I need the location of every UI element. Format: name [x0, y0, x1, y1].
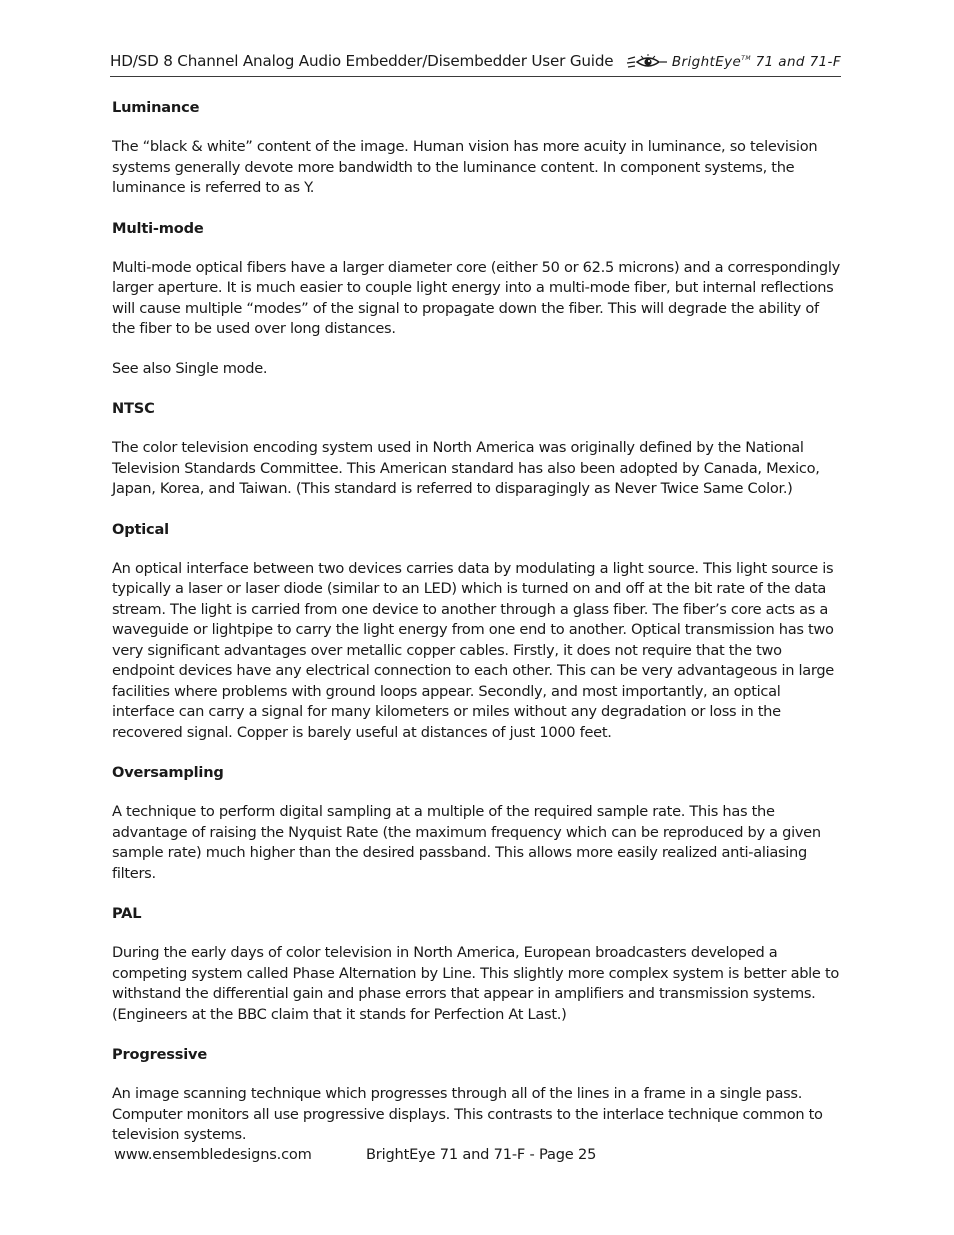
eye-logo-icon [626, 53, 668, 71]
glossary-definition: The color television encoding system used in North America was originally defined by the National Television Standards Committee. This American standard has also been adopted by Canada, Mexico, Japan, Korea, and Taiwan. (This standard is referred to disparagingly as Never Twice Same Color.) [112, 439, 820, 497]
glossary-definition: See also Single mode. [112, 359, 268, 377]
glossary-term: PAL [112, 905, 142, 922]
footer-website-link[interactable]: www.ensembledesigns.com [114, 1146, 312, 1163]
glossary-term: Progressive [112, 1046, 208, 1063]
glossary-content [112, 97, 840, 1165]
glossary-term: Optical [112, 520, 169, 538]
glossary-term: Luminance [112, 99, 200, 116]
glossary-definition: Multi-mode optical fibers have a larger diameter core (either 50 or 62.5 microns) and a correspondingly larger aperture. It is much easier to couple light energy into a multi-mode fiber, but internal reflections will cause multiple “modes” of the signal to propagate down the fiber. This will degrade the ability of the fiber to be used over long distances. [112, 258, 840, 337]
glossary-definition: The “black & white” content of the image. Human vision has more acuity in luminance, so television systems generally devote more bandwidth to the luminance content. In component systems, the luminance is referred to as Y. [112, 138, 818, 196]
glossary-term: Oversampling [112, 764, 224, 781]
brand-name: BrightEye™ 71 and 71-F [671, 54, 841, 70]
glossary-term: Multi-mode [112, 219, 204, 237]
glossary-definition: A technique to perform digital sampling at a multiple of the required sample rate. This has the advantage of raising the Nyquist Rate (the maximum frequency which can be reproduced by a given sample rate) much higher than the desired passband. This allows more easily realized anti-aliasing filters. [112, 803, 821, 882]
glossary-definition: An image scanning technique which progresses through all of the lines in a frame in a single pass. Computer monitors all use progressive displays. This contrasts to the interlace technique common to television systems. [112, 1085, 823, 1143]
brand-mark [626, 51, 841, 73]
glossary-definition: During the early days of color television in North America, European broadcasters developed a competing system called Phase Alternation by Line. This slightly more complex system is better able to withstand the differential gain and phase errors that appear in amplifiers and transmission systems. (Engineers at the BBC claim that it stands for Perfection At Last.) [112, 944, 840, 1023]
glossary-definition: An optical interface between two devices carries data by modulating a light source. This light source is typically a laser or laser diode (similar to an LED) which is turned on and off at the bit rate of the data stream. The light is carried from one device to another through a glass fiber. The fiber’s core acts as a waveguide or lightpipe to carry the light energy from one end to another. Optical transmission has two very significant advantages over metallic copper cables. Firstly, it does not require that the two endpoint devices have any electrical connection to each other. This can be very advantageous in large facilities where problems with ground loops appear. Secondly, and most importantly, an optical interface can carry a signal for many kilometers or miles without any degradation or loss in the recovered signal. Copper is barely useful at distances of just 1000 feet. [112, 559, 834, 741]
page-header [110, 50, 841, 77]
footer-page-number: BrightEye 71 and 71-F - Page 25 [366, 1146, 597, 1163]
glossary-term: NTSC [112, 400, 155, 417]
document-title: HD/SD 8 Channel Analog Audio Embedder/Disembedder User Guide [110, 52, 614, 70]
